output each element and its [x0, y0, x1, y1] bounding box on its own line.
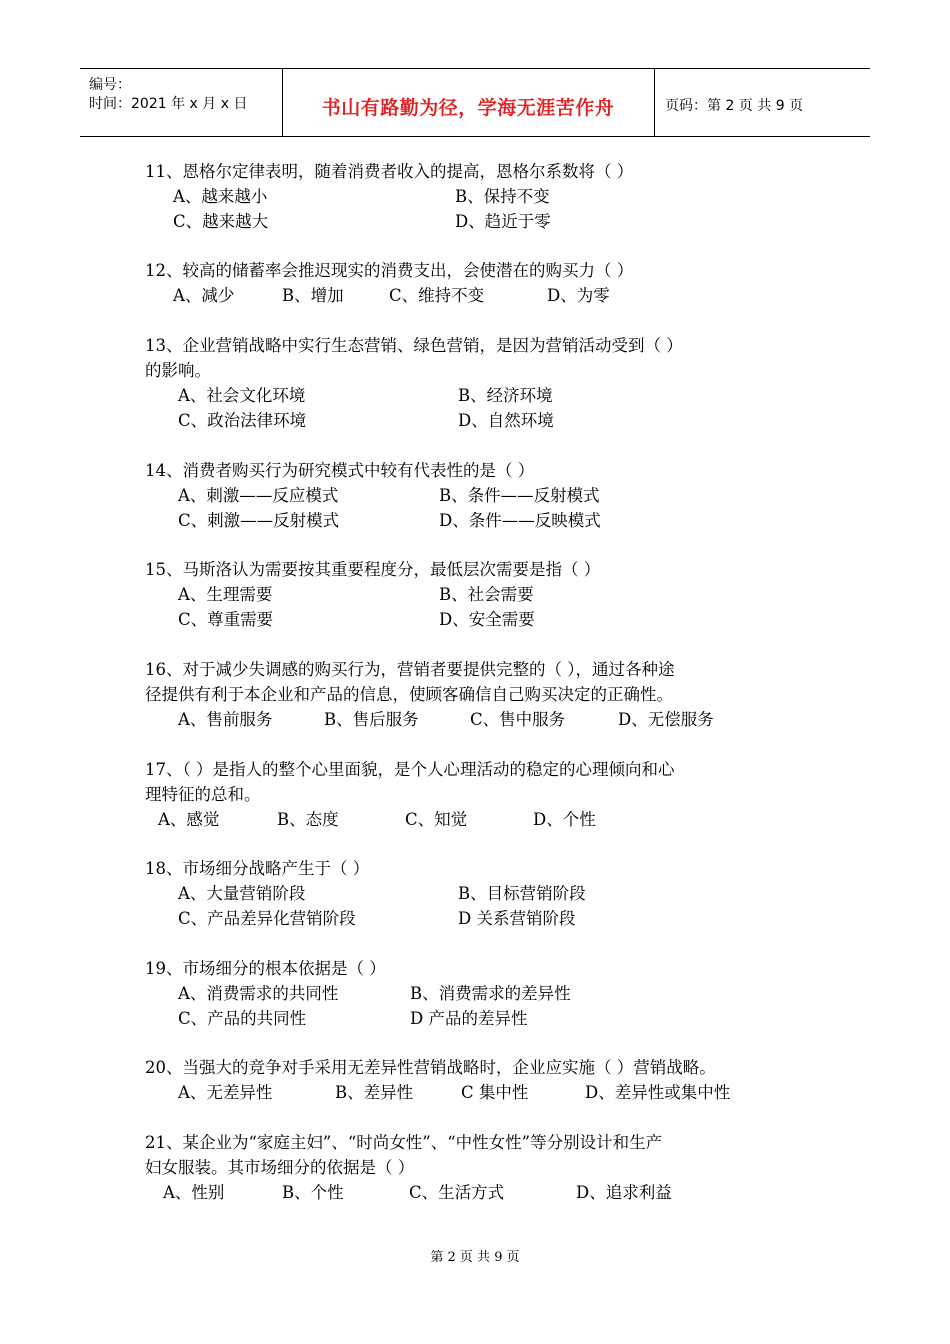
option-row [145, 383, 683, 408]
option-row [145, 483, 600, 508]
answer-option: C、刺激——反射模式 [178, 511, 340, 530]
answer-option: B、差异性 [335, 1083, 414, 1102]
question-block [145, 1130, 672, 1205]
answer-option: D、条件——反映模式 [439, 511, 601, 530]
question-block [145, 757, 675, 832]
question-block [145, 258, 633, 308]
answer-option: D、趋近于零 [455, 212, 551, 231]
question-text: 19、市场细分的根本依据是（ ） [145, 959, 386, 978]
answer-option: C、尊重需要 [178, 610, 274, 629]
question-block [145, 333, 683, 433]
answer-option: A、越来越小 [173, 187, 268, 206]
answer-option: D、无偿服务 [618, 710, 714, 729]
header-page-cell [655, 69, 870, 136]
answer-option: C、政治法律环境 [178, 411, 307, 430]
document-time-label: 时间：2021 年 x 月 x 日 [89, 96, 248, 112]
answer-option: A、无差异性 [178, 1083, 273, 1102]
option-row [145, 1080, 731, 1105]
answer-option: D、自然环境 [458, 411, 554, 430]
question-text: 11、恩格尔定律表明，随着消费者收入的提高，恩格尔系数将（ ） [145, 162, 634, 181]
question-block [145, 557, 600, 632]
answer-option: A、感觉 [158, 810, 220, 829]
answer-option: D 关系营销阶段 [458, 909, 576, 928]
question-block [145, 1055, 731, 1105]
option-row [145, 582, 600, 607]
answer-option: A、大量营销阶段 [178, 884, 306, 903]
question-text: 17、（ ）是指人的整个心里面貌，是个人心理活动的稳定的心理倾向和心 [145, 760, 675, 779]
option-row [145, 707, 714, 732]
page-footer: 第 2 页 共 9 页 [430, 1250, 520, 1265]
question-block [145, 856, 586, 931]
option-row [145, 807, 675, 832]
answer-option: B、经济环境 [458, 386, 553, 405]
question-text: 16、对于减少失调感的购买行为，营销者要提供完整的（ ），通过各种途 [145, 660, 675, 679]
answer-option: B、个性 [282, 1183, 344, 1202]
answer-option: A、生理需要 [178, 585, 273, 604]
page-header [80, 68, 870, 137]
answer-option: C、产品的共同性 [178, 1009, 307, 1028]
question-text: 21、某企业为“家庭主妇”、“时尚女性”、“中性女性”等分别设计和生产 [145, 1133, 663, 1152]
answer-option: B、目标营销阶段 [458, 884, 586, 903]
option-row [145, 184, 633, 209]
answer-option: A、售前服务 [178, 710, 273, 729]
question-text: 18、市场细分战略产生于（ ） [145, 859, 370, 878]
answer-option: C、售中服务 [470, 710, 566, 729]
answer-option: C、知觉 [405, 810, 468, 829]
answer-option: B、社会需要 [439, 585, 534, 604]
option-row [145, 508, 601, 533]
answer-option: C、产品差异化营销阶段 [178, 909, 356, 928]
answer-option: C、维持不变 [389, 286, 485, 305]
question-text: 12、较高的储蓄率会推迟现实的消费支出，会使潜在的购买力（ ） [145, 261, 634, 280]
question-text: 15、马斯洛认为需要按其重要程度分，最低层次需要是指（ ） [145, 560, 601, 579]
answer-option: B、售后服务 [324, 710, 419, 729]
answer-option: A、消费需求的共同性 [178, 984, 339, 1003]
option-row [145, 408, 683, 433]
option-row [145, 981, 571, 1006]
answer-option: C、越来越大 [173, 212, 269, 231]
question-text: 20、当强大的竞争对手采用无差异性营销战略时，企业应实施（ ）营销战略。 [145, 1058, 716, 1077]
question-text: 妇女服装。其市场细分的依据是（ ） [145, 1158, 415, 1177]
question-text: 理特征的总和。 [145, 785, 261, 804]
question-text: 14、消费者购买行为研究模式中较有代表性的是（ ） [145, 461, 535, 480]
answer-option: D、为零 [547, 286, 610, 305]
question-block [145, 159, 633, 234]
question-block [145, 657, 714, 732]
answer-option: C、生活方式 [409, 1183, 505, 1202]
answer-option: A、刺激——反应模式 [178, 486, 339, 505]
question-text: 的影响。 [145, 361, 211, 380]
answer-option: D、差异性或集中性 [585, 1083, 731, 1102]
answer-option: D 产品的差异性 [410, 1009, 528, 1028]
answer-option: B、条件——反射模式 [439, 486, 600, 505]
document-number-label: 编号： [89, 77, 131, 93]
answer-option: A、社会文化环境 [178, 386, 306, 405]
option-row [145, 1180, 672, 1205]
header-page-info: 页码：第 2 页 共 9 页 [665, 98, 804, 114]
header-motto-cell [282, 69, 655, 136]
answer-option: B、增加 [282, 286, 344, 305]
answer-option: B、消费需求的差异性 [410, 984, 571, 1003]
answer-option: B、态度 [277, 810, 339, 829]
header-meta-cell [80, 69, 283, 136]
question-block [145, 956, 571, 1031]
option-row [145, 881, 586, 906]
question-text: 径提供有利于本企业和产品的信息，使顾客确信自己购买决定的正确性。 [145, 685, 673, 704]
answer-option: A、减少 [173, 286, 235, 305]
question-text: 13、企业营销战略中实行生态营销、绿色营销，是因为营销活动受到（ ） [145, 336, 683, 355]
answer-option: A、性别 [163, 1183, 225, 1202]
header-motto: 书山有路勤为径，学海无涯苦作舟 [321, 97, 615, 119]
answer-option: D、个性 [533, 810, 596, 829]
option-row [145, 1006, 528, 1031]
option-row [145, 209, 633, 234]
answer-option: C 集中性 [461, 1083, 529, 1102]
answer-option: D、安全需要 [439, 610, 535, 629]
option-row [145, 283, 633, 308]
question-block [145, 458, 601, 533]
option-row [145, 906, 576, 931]
answer-option: B、保持不变 [455, 187, 550, 206]
option-row [145, 607, 600, 632]
answer-option: D、追求利益 [576, 1183, 672, 1202]
